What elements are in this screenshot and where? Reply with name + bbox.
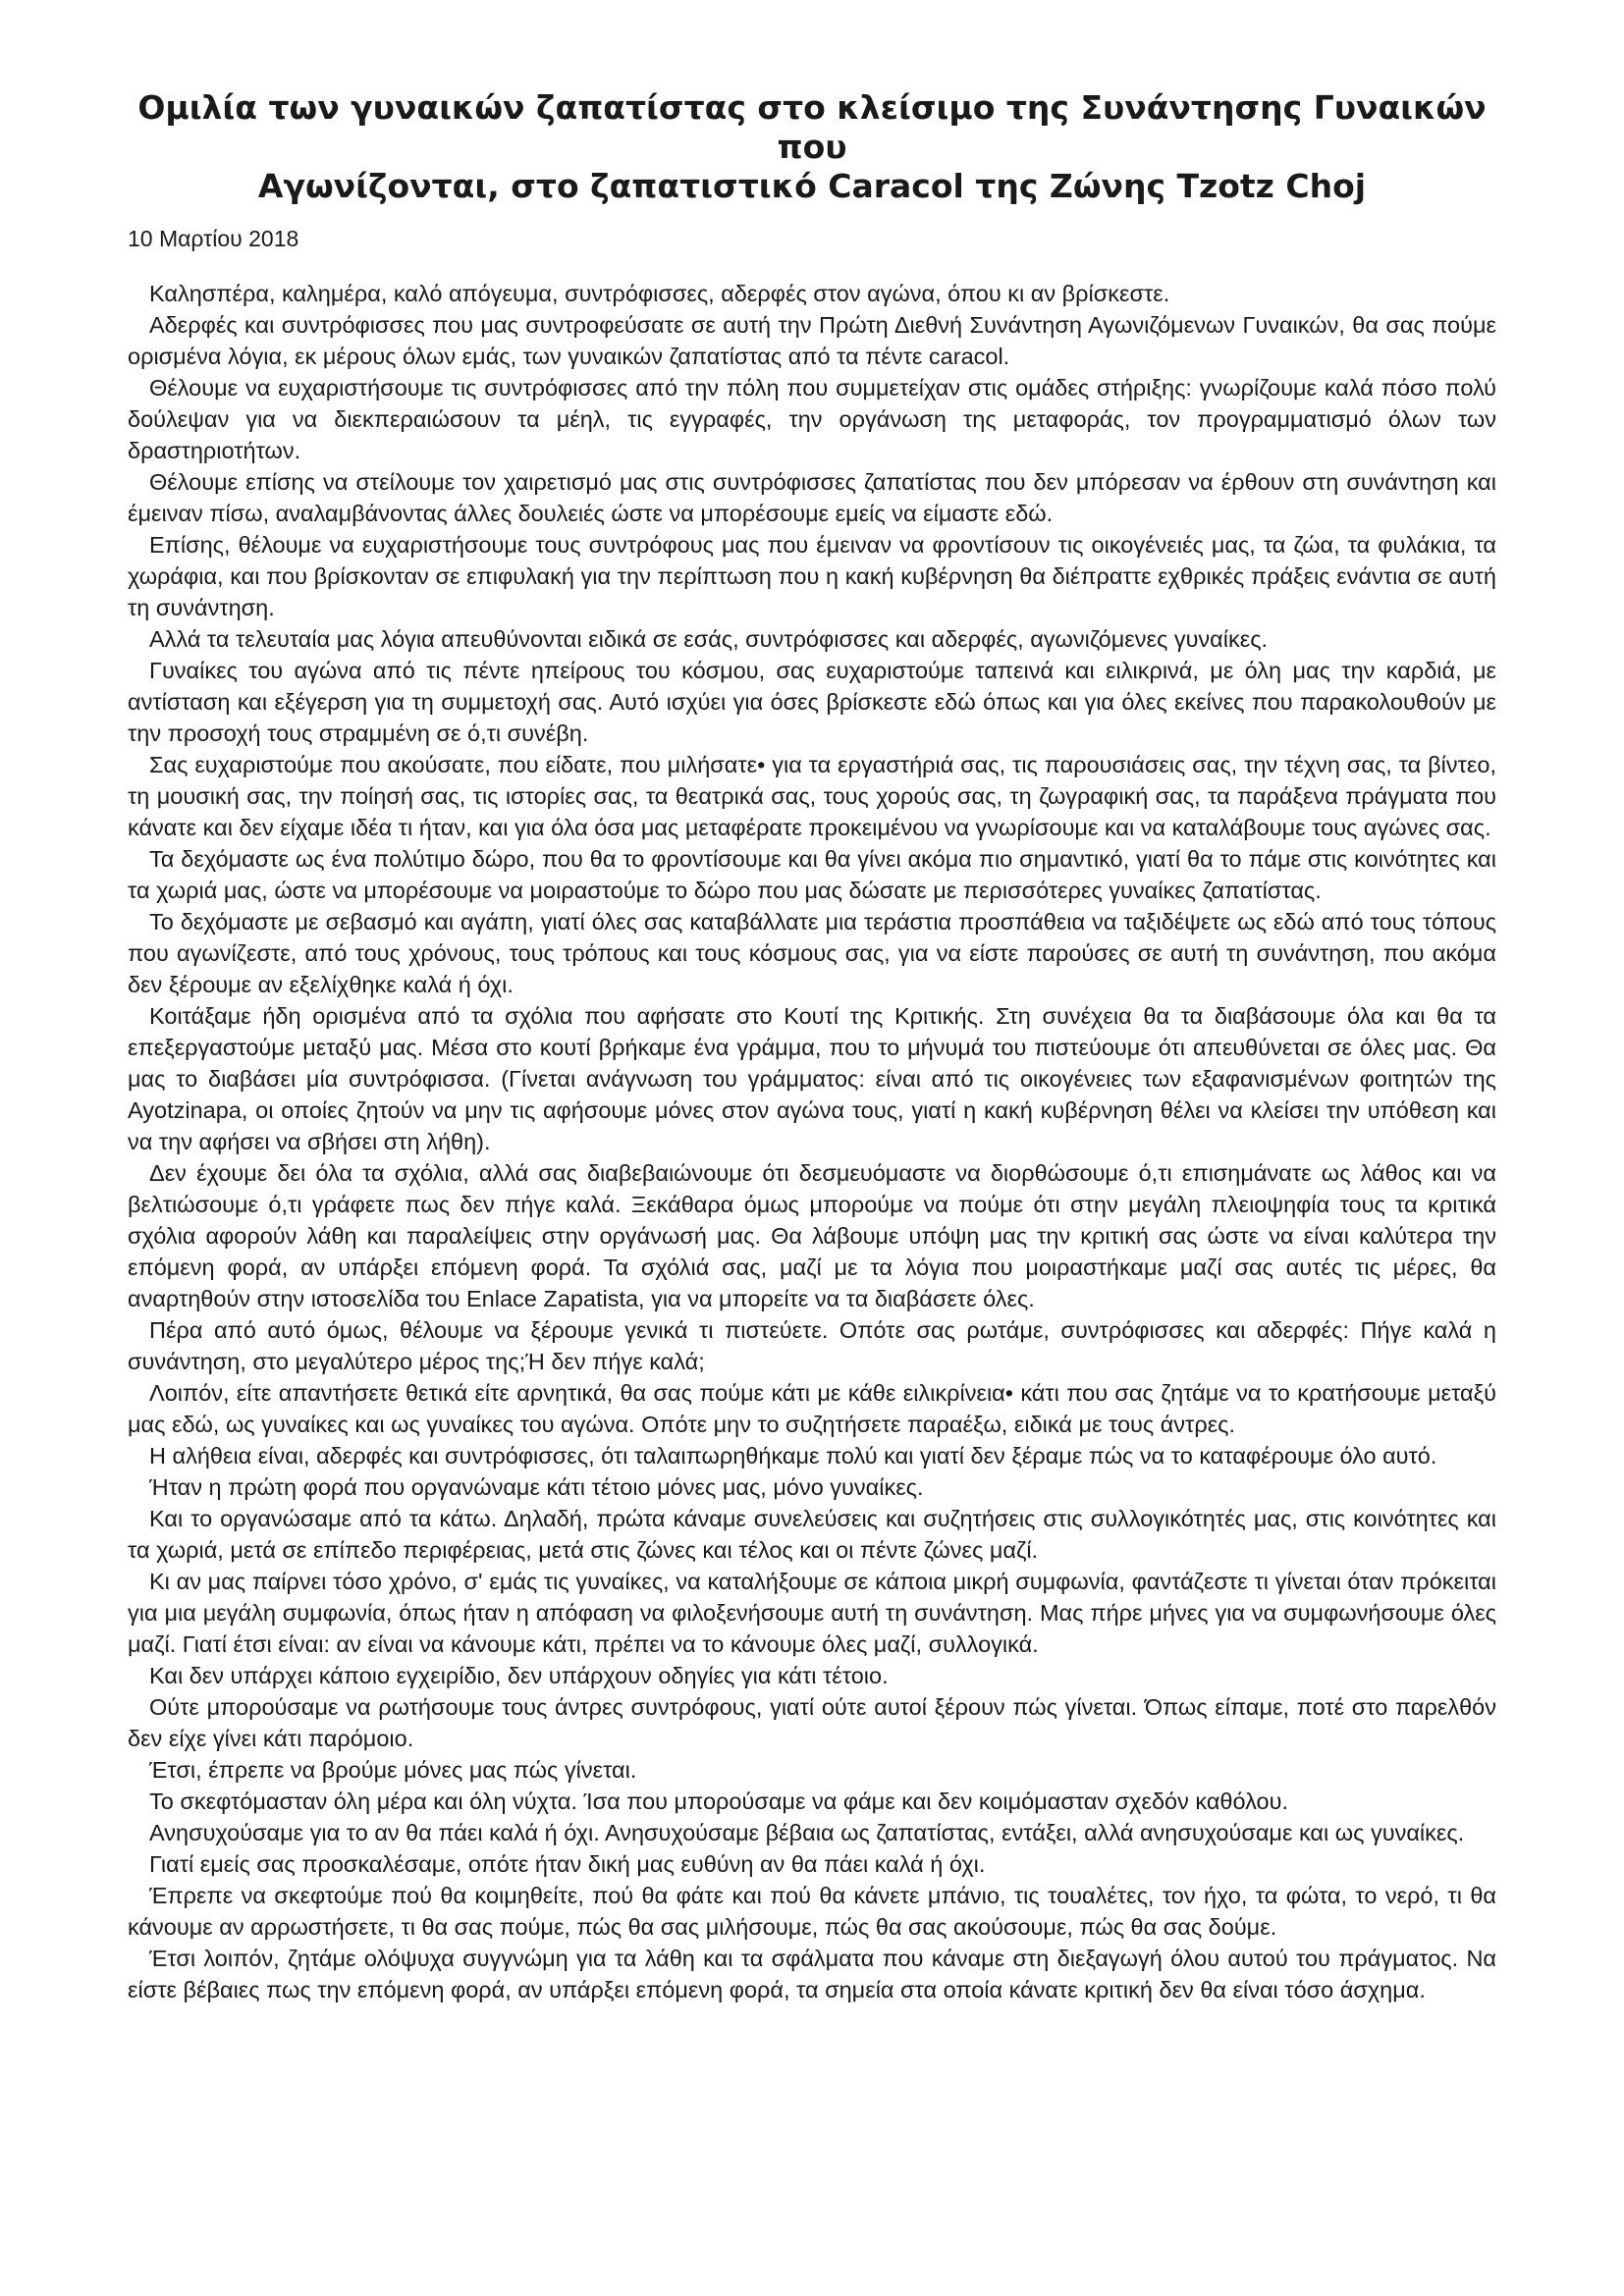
paragraph: Αλλά τα τελευταία μας λόγια απευθύνονται ειδικά σε εσάς, συντρόφισσες και αδερφές, αγωνιζόμενες γυναίκες. <box>149 626 1269 652</box>
paragraph: Κοιτάξαμε ήδη ορισμένα από τα σχόλια που αφήσατε στο Κουτί της Κριτικής. Στη συνέχεια θα τα διαβάσουμε όλα και θα τα επεξεργαστούμε μεταξύ μας. Μέσα στο κουτί βρήκαμε ένα γράμμα, που το μήνυμά του πιστεύουμε ότι απευθύνεται σε όλες μας. Θα μας το διαβάσει μία συντρόφισσα. (Γίνεται ανάγνωση του γράμματος: είναι από τις οικογένειες των εξαφανισμένων φοιτητών της Ayotzinapa, οι οποίες ζητούν να μην τις αφήσουμε μόνες στον αγώνα τους, γιατί η κακή κυβέρνηση θέλει να κλείσει την υπόθεση και να την αφήσει να σβήσει στη λήθη). <box>128 1003 1496 1154</box>
paragraph: Έτσι, έπρεπε να βρούμε μόνες μας πώς γίνεται. <box>149 1757 637 1783</box>
paragraph: Τα δεχόμαστε ως ένα πολύτιμο δώρο, που θα το φροντίσουμε και θα γίνει ακόμα πιο σημαντικό, γιατί θα το πάμε στις κοινότητες και τα χωριά μας, ώστε να μπορέσουμε να μοιραστούμε το δώρο που μας δώσατε με περισσότερες γυναίκες ζαπατίστας. <box>128 846 1496 903</box>
paragraph: Δεν έχουμε δει όλα τα σχόλια, αλλά σας διαβεβαιώνουμε ότι δεσμευόμαστε να διορθώσουμε ό,τι επισημάνατε ως λάθος και να βελτιώσουμε ό,τι γράφετε πως δεν πήγε καλά. Ξεκάθαρα όμως μπορούμε να πούμε ότι στην μεγάλη πλειοψηφία τους τα κριτικά σχόλια αφορούν λάθη και παραλείψεις στην οργάνωσή μας. Θα λάβουμε υπόψη μας την κριτική σας ώστε να είναι καλύτερα την επόμενη φορά, αν υπάρξει επόμενη φορά. Τα σχόλιά σας, μαζί με τα λόγια που μοιραστήκαμε μαζί σας αυτές τις μέρες, θα αναρτηθούν στην ιστοσελίδα του Enlace Zapatista, για να μπορείτε να τα διαβάσετε όλες. <box>128 1160 1496 1311</box>
paragraph: Γιατί εμείς σας προσκαλέσαμε, οπότε ήταν δική μας ευθύνη αν θα πάει καλά ή όχι. <box>149 1851 986 1877</box>
paragraph: Σας ευχαριστούμε που ακούσατε, που είδατε, που μιλήσατε• για τα εργαστήριά σας, τις παρουσιάσεις σας, την τέχνη σας, τα βίντεο, τη μουσική σας, την ποίησή σας, τις ιστορίες σας, τα θεατρικά σας, τους χορούς σας, τη ζωγραφική σας, τα παράξενα πράγματα που κάνατε και δεν είχαμε ιδέα τι ήταν, και για όλα όσα μας μεταφέρατε προκειμένου να γνωρίσουμε και να καταλάβουμε τους αγώνες σας. <box>128 752 1496 840</box>
paragraph: Το δεχόμαστε με σεβασμό και αγάπη, γιατί όλες σας καταβάλλατε μια τεράστια προσπάθεια να ταξιδέψετε ως εδώ από τους τόπους που αγωνίζεστε, από τους χρόνους, τους τρόπους και τους κόσμους σας, για να είστε παρούσες σε αυτή τη συνάντηση, που ακόμα δεν ξέρουμε αν εξελίχθηκε καλά ή όχι. <box>128 909 1496 997</box>
paragraph: Ούτε μπορούσαμε να ρωτήσουμε τους άντρες συντρόφους, γιατί ούτε αυτοί ξέρουν πώς γίνεται. Όπως είπαμε, ποτέ στο παρελθόν δεν είχε γίνει κάτι παρόμοιο. <box>128 1694 1496 1751</box>
paragraph: Το σκεφτόμασταν όλη μέρα και όλη νύχτα. Ίσα που μπορούσαμε να φάμε και δεν κοιμόμασταν σχεδόν καθόλου. <box>149 1789 1288 1814</box>
paragraph: Θέλουμε επίσης να στείλουμε τον χαιρετισμό μας στις συντρόφισσες ζαπατίστας που δεν μπόρεσαν να έρθουν στη συνάντηση και έμειναν πίσω, αναλαμβάνοντας άλλες δουλειές ώστε να μπορέσουμε εμείς να είμαστε εδώ. <box>128 469 1496 526</box>
paragraph: Πέρα από αυτό όμως, θέλουμε να ξέρουμε γενικά τι πιστεύετε. Οπότε σας ρωτάμε, συντρόφισσες και αδερφές: Πήγε καλά η συνάντηση, στο μεγαλύτερο μέρος της;Ή δεν πήγε καλά; <box>128 1317 1496 1374</box>
paragraph: Έτσι λοιπόν, ζητάμε ολόψυχα συγγνώμη για τα λάθη και τα σφάλματα που κάναμε στη διεξαγωγή όλου αυτού του πράγματος. Να είστε βέβαιες πως την επόμενη φορά, αν υπάρξει επόμενη φορά, τα σημεία στα οποία κάνατε κριτική δεν θα είναι τόσο άσχημα. <box>128 1946 1496 2002</box>
paragraph: Λοιπόν, είτε απαντήσετε θετικά είτε αρνητικά, θα σας πούμε κάτι με κάθε ειλικρίνεια• κάτι που σας ζητάμε να το κρατήσουμε μεταξύ μας εδώ, ως γυναίκες και ως γυναίκες του αγώνα. Οπότε μην το συζητήσετε παραέξω, ειδικά με τους άντρες. <box>128 1380 1496 1437</box>
paragraph: Επίσης, θέλουμε να ευχαριστήσουμε τους συντρόφους μας που έμειναν να φροντίσουν τις οικογένειές μας, τα ζώα, τα φυλάκια, τα χωράφια, και που βρίσκονταν σε επιφυλακή για την περίπτωση που η κακή κυβέρνηση θα διέπραττε εχθρικές πράξεις ενάντια σε αυτή τη συνάντηση. <box>128 532 1496 620</box>
paragraph: Αδερφές και συντρόφισσες που μας συντροφεύσατε σε αυτή την Πρώτη Διεθνή Συνάντηση Αγωνιζόμενων Γυναικών, θα σας πούμε ορισμένα λόγια, εκ μέρους όλων εμάς, των γυναικών ζαπατίστας από τα πέντε caracol. <box>128 312 1496 369</box>
paragraph: Ήταν η πρώτη φορά που οργανώναμε κάτι τέτοιο μόνες μας, μόνο γυναίκες. <box>149 1474 924 1500</box>
title-line-2: Αγωνίζονται, στο ζαπατιστικό Caracol της Ζώνης Tzotz Choj <box>257 167 1367 205</box>
paragraph: Η αλήθεια είναι, αδερφές και συντρόφισσες, ότι ταλαιπωρηθήκαμε πολύ και γιατί δεν ξέραμε πώς να το καταφέρουμε όλο αυτό. <box>149 1443 1437 1468</box>
paragraph: Κι αν μας παίρνει τόσο χρόνο, σ' εμάς τις γυναίκες, να καταλήξουμε σε κάποια μικρή συμφωνία, φαντάζεστε τι γίνεται όταν πρόκειται για μια μεγάλη συμφωνία, όπως ήταν η απόφαση να φιλοξενήσουμε αυτή τη συνάντηση. Μας πήρε μήνες για να συμφωνήσουμε όλες μαζί. Γιατί έτσι είναι: αν είναι να κάνουμε κάτι, πρέπει να το κάνουμε όλες μαζί, συλλογικά. <box>128 1569 1496 1657</box>
paragraph: Γυναίκες του αγώνα από τις πέντε ηπείρους του κόσμου, σας ευχαριστούμε ταπεινά και ειλικρινά, με όλη μας την καρδιά, με αντίσταση και εξέγερση για τη συμμετοχή σας. Αυτό ισχύει για όσες βρίσκεστε εδώ όπως και για όλες εκείνες που παρακολουθούν με την προσοχή τους στραμμένη σε ό,τι συνέβη. <box>128 658 1496 746</box>
paragraph: Ανησυχούσαμε για το αν θα πάει καλά ή όχι. Ανησυχούσαμε βέβαια ως ζαπατίστας, εντάξει, αλλά ανησυχούσαμε και ως γυναίκες. <box>149 1820 1465 1845</box>
document-date: 10 Μαρτίου 2018 <box>128 226 299 251</box>
document-title <box>128 88 1496 206</box>
document-body <box>128 278 1496 2005</box>
paragraph: Και δεν υπάρχει κάποιο εγχειρίδιο, δεν υπάρχουν οδηγίες για κάτι τέτοιο. <box>149 1663 889 1688</box>
paragraph: Έπρεπε να σκεφτούμε πού θα κοιμηθείτε, πού θα φάτε και πού θα κάνετε μπάνιο, τις τουαλέτες, τον ήχο, τα φώτα, το νερό, τι θα κάνουμε αν αρρωστήσετε, τι θα σας πούμε, πώς θα σας μιλήσουμε, πώς θα σας ακούσουμε, πώς θα σας δούμε. <box>128 1883 1496 1940</box>
title-line-1: Ομιλία των γυναικών ζαπατίστας στο κλείσιμο της Συνάντησης Γυναικών που <box>137 88 1487 166</box>
paragraph: Και το οργανώσαμε από τα κάτω. Δηλαδή, πρώτα κάναμε συνελεύσεις και συζητήσεις στις συλλογικότητές μας, στις κοινότητες και τα χωριά, μετά σε επίπεδο περιφέρειας, μετά στις ζώνες και τέλος και οι πέντε ζώνες μαζί. <box>128 1506 1496 1563</box>
paragraph: Καλησπέρα, καλημέρα, καλό απόγευμα, συντρόφισσες, αδερφές στον αγώνα, όπου κι αν βρίσκεστε. <box>149 281 1170 306</box>
paragraph: Θέλουμε να ευχαριστήσουμε τις συντρόφισσες από την πόλη που συμμετείχαν στις ομάδες στήριξης: γνωρίζουμε καλά πόσο πολύ δούλεψαν για να διεκπεραιώσουν τα μέηλ, τις εγγραφές, την οργάνωση της μεταφοράς, τον προγραμματισμό όλων των δραστηριοτήτων. <box>128 375 1496 463</box>
